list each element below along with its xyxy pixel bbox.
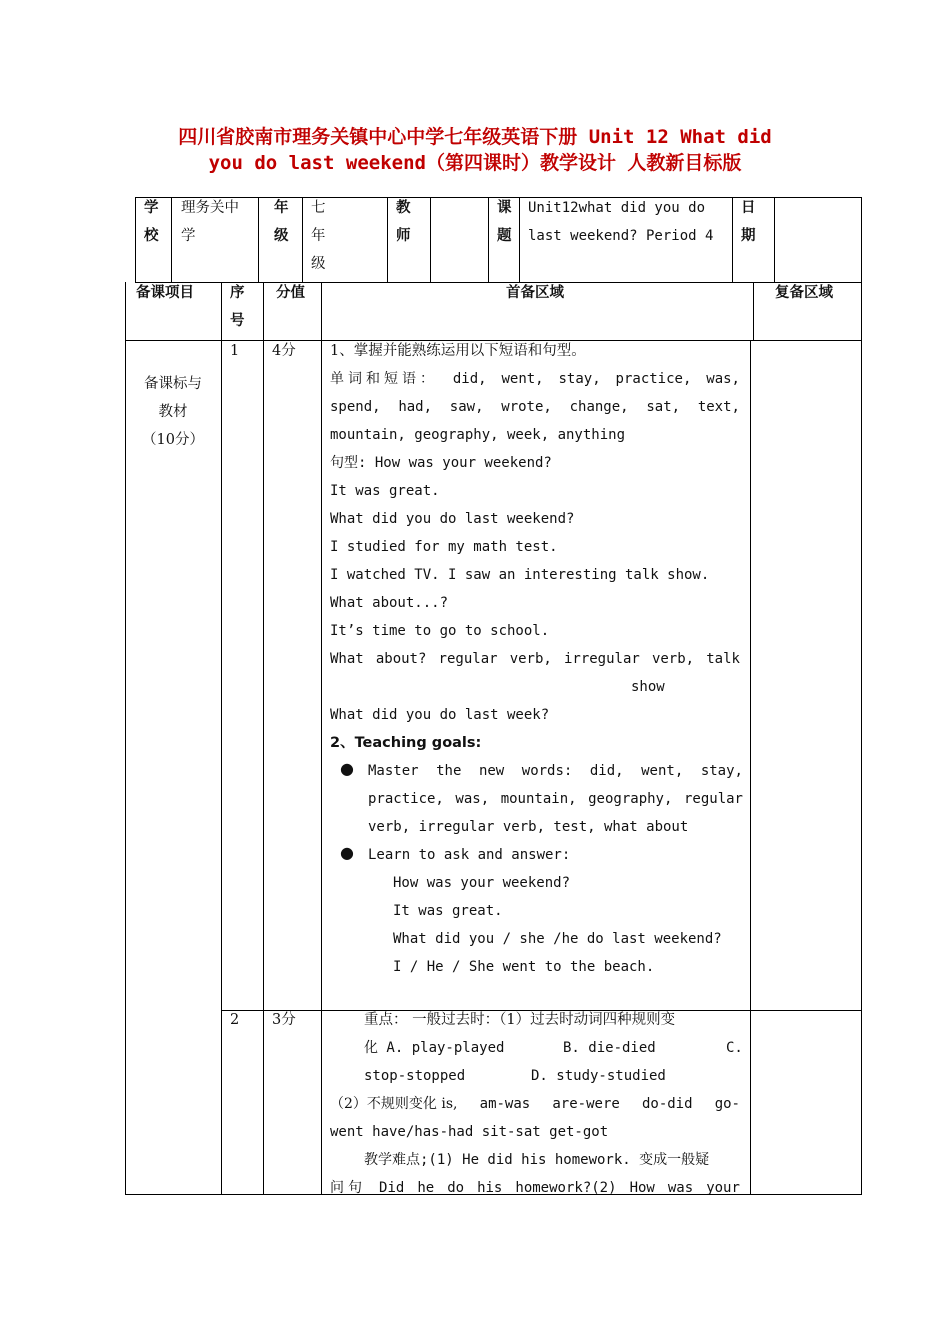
header-divider: [488, 197, 489, 283]
row1-line: What did you do last weekend?: [330, 511, 575, 527]
row1-line: It’s time to go to school.: [330, 623, 550, 639]
column-divider: [753, 282, 754, 341]
page-title-line-1: 四川省胶南市理务关镇中心中学七年级英语下册 Unit 12 What did: [178, 126, 772, 148]
row2-line: stop-stopped: [364, 1068, 466, 1084]
header-divider: [430, 197, 431, 283]
header-divider: [135, 197, 136, 283]
school-label: 学 校: [144, 200, 159, 244]
header-divider: [519, 197, 520, 283]
row1-line: I studied for my math test.: [330, 539, 558, 555]
column-item-header: 备课项目: [136, 285, 194, 301]
row1-line: 句型: How was your weekend?: [330, 455, 552, 471]
row1-line: What did you do last week?: [330, 707, 550, 723]
row2-line: 化 A. play-played: [364, 1040, 505, 1056]
teaching-goals-heading: 2、Teaching goals:: [330, 735, 482, 751]
column-divider: [750, 1010, 751, 1195]
row1-score: 4分: [272, 343, 296, 359]
row1-line: What did you / she /he do last weekend?: [393, 931, 722, 947]
row2-line: went have/has-had sit-sat get-got: [330, 1124, 609, 1140]
header-divider: [171, 197, 172, 283]
row2-words-line: 问句 Did he do his homework?(2) How was your: [330, 1180, 740, 1194]
row1-line: What about...?: [330, 595, 449, 611]
row1-words-line: Master the new words: did, went, stay,: [368, 763, 743, 779]
row1-line: I / He / She went to the beach.: [393, 959, 655, 975]
school-value: 理务关中 学: [181, 200, 239, 244]
row1-line: verb, irregular verb, test, what about: [368, 819, 689, 835]
row2-line: 重点： 一般过去时：（1）过去时动词四种规则变: [364, 1012, 676, 1028]
bullet-icon: ●: [340, 843, 354, 862]
column-divider: [263, 282, 264, 1195]
header-divider: [732, 197, 733, 283]
table-bottom-border: [125, 1194, 862, 1195]
row1-line: 1、掌握并能熟练运用以下短语和句型。: [330, 343, 586, 359]
row2-score: 3分: [272, 1012, 296, 1028]
row1-seq: 1: [230, 343, 240, 359]
row1-line: mountain, geography, week, anything: [330, 427, 626, 443]
grade-value: 七 年 级: [311, 200, 326, 272]
grade-label: 年 级: [274, 200, 289, 244]
column-divider: [321, 282, 322, 1195]
header-divider: [861, 197, 862, 283]
row1-line: I watched TV. I saw an interesting talk show.: [330, 567, 710, 583]
column-divider: [750, 340, 751, 1011]
row2-words-line: （2）不规则变化 is, am-was are-were do-did go-: [330, 1096, 740, 1112]
teacher-label: 教 师: [396, 200, 411, 244]
row2-line: C.: [726, 1040, 743, 1056]
column-review-header: 复备区域: [775, 285, 833, 301]
page-title-line-2: you do last weekend（第四课时）教学设计 人教新目标版: [208, 152, 742, 174]
section-name: 备课标与 教材 （10分）: [142, 376, 204, 448]
row1-line: show: [631, 679, 665, 695]
row1-words-line: practice, was, mountain, geography, regular: [368, 791, 743, 807]
topic-label: 课 题: [497, 200, 512, 244]
header-divider: [302, 197, 303, 283]
row1-line: How was your weekend?: [393, 875, 571, 891]
row2-line: D. study-studied: [531, 1068, 666, 1084]
header-divider: [258, 197, 259, 283]
column-seq-header: 序 号: [230, 285, 245, 329]
row1-line: It was great.: [393, 903, 503, 919]
table-right-border: [861, 282, 862, 1195]
row1-words-line: 单词和短语： did, went, stay, practice, was,: [330, 371, 740, 387]
header-divider: [774, 197, 775, 283]
column-first-header: 首备区域: [506, 285, 564, 301]
row2-line: B. die-died: [563, 1040, 656, 1056]
row1-words-line: spend, had, saw, wrote, change, sat, text,: [330, 399, 740, 415]
row2-seq: 2: [230, 1012, 240, 1028]
row1-line: Learn to ask and answer:: [368, 847, 571, 863]
row1-words-line: What about? regular verb, irregular verb, talk: [330, 651, 740, 667]
header-divider: [387, 197, 388, 283]
bullet-icon: ●: [340, 759, 354, 778]
column-score-header: 分值: [276, 285, 305, 301]
row1-line: It was great.: [330, 483, 440, 499]
date-label: 日 期: [741, 200, 756, 244]
row2-line: 教学难点;(1) He did his homework. 变成一般疑: [364, 1152, 710, 1168]
column-divider: [221, 282, 222, 1195]
topic-value: Unit12what did you do last weekend? Period 4: [528, 200, 714, 244]
